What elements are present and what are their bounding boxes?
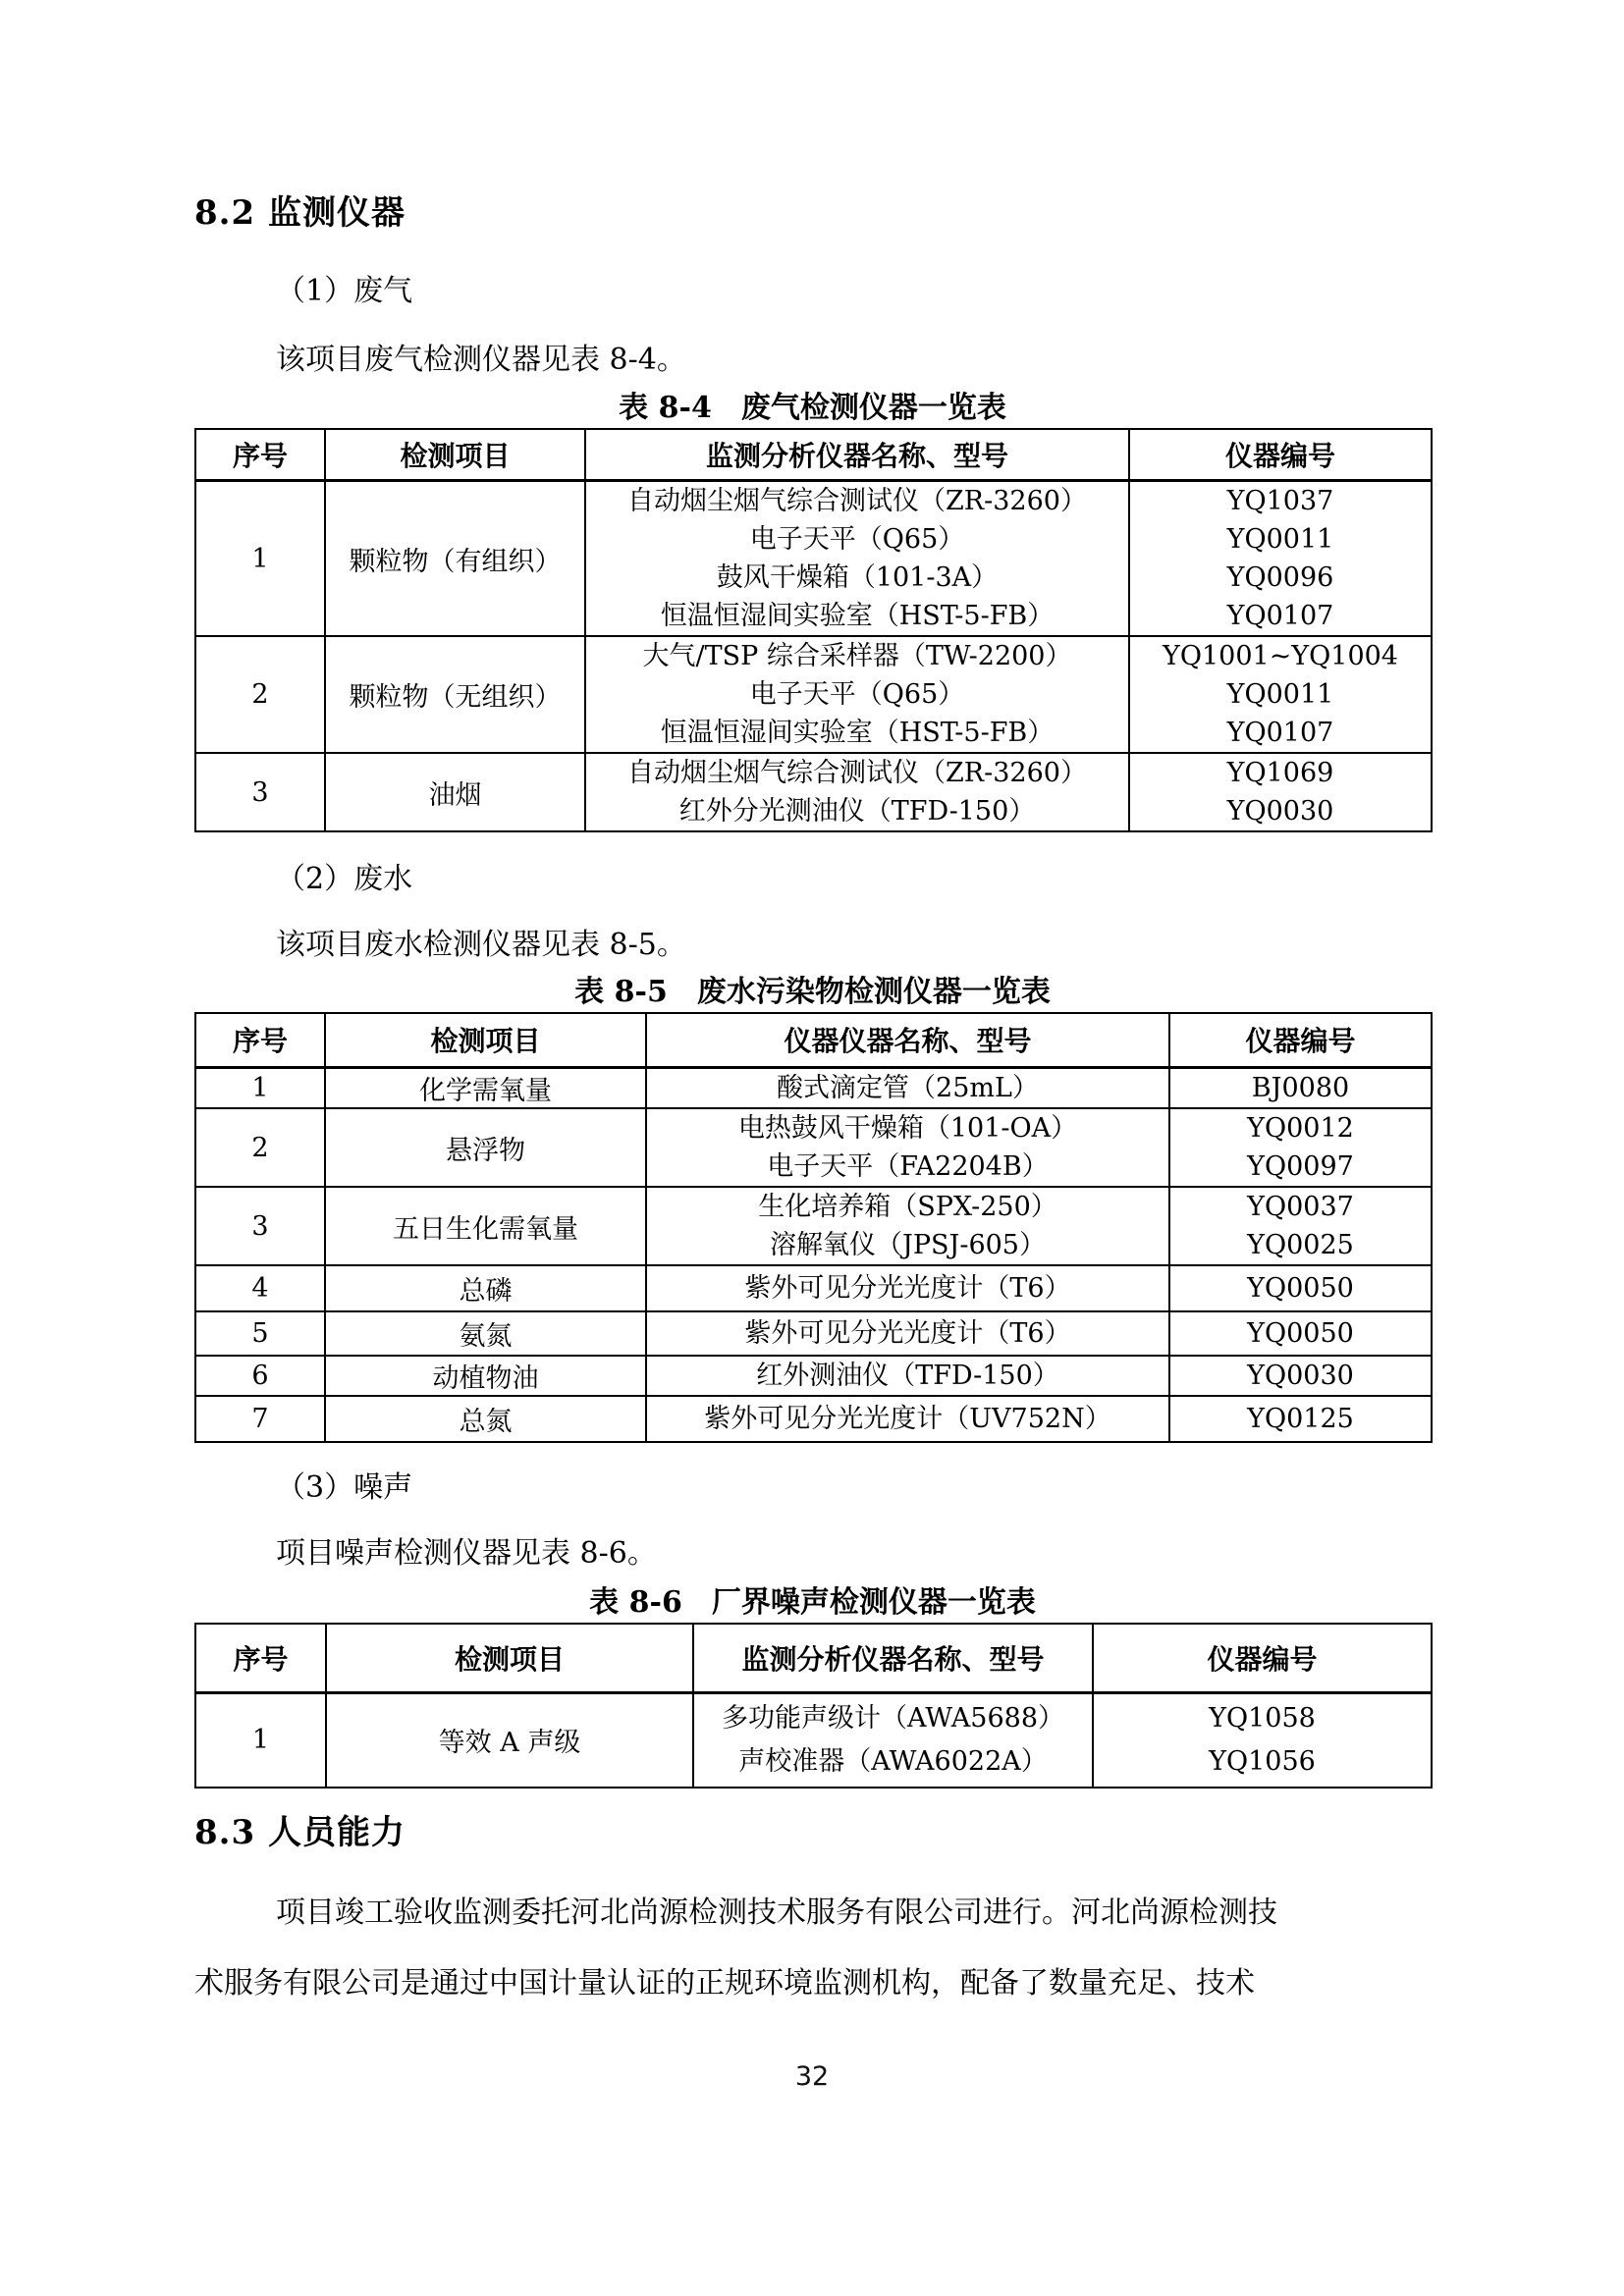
cell-seq: 1 (195, 1067, 325, 1108)
cell-instruments (646, 1396, 1169, 1442)
instrument-line: 自动烟尘烟气综合测试仪（ZR-3260） (627, 486, 1087, 516)
instrument-line: 酸式滴定管（25mL） (777, 1072, 1039, 1103)
code-line: YQ0097 (1247, 1151, 1354, 1182)
instrument-line: 恒温恒湿间实验室（HST-5-FB） (660, 601, 1055, 631)
code-line: YQ0107 (1226, 601, 1334, 631)
code-line: YQ1056 (1209, 1745, 1316, 1777)
column-header-item: 检测项目 (325, 1013, 646, 1067)
table-row (195, 1265, 1432, 1311)
cell-item: 总磷 (325, 1265, 646, 1311)
cell-codes (1169, 1265, 1432, 1311)
instrument-line: 电子天平（FA2204B） (767, 1151, 1049, 1182)
cell-codes (1169, 1108, 1432, 1187)
table-row (195, 1187, 1432, 1265)
instrument-line: 紫外可见分光光度计（T6） (744, 1318, 1071, 1349)
cell-seq: 2 (195, 636, 325, 753)
section-8-2-heading: 8.2 监测仪器 (194, 193, 406, 233)
cell-codes (1169, 1067, 1432, 1108)
cell-codes (1169, 1311, 1432, 1356)
table-8-4 (194, 428, 1433, 833)
cell-item: 颗粒物（有组织） (325, 481, 585, 637)
column-header-code: 仪器编号 (1093, 1624, 1432, 1692)
cell-item: 颗粒物（无组织） (325, 636, 585, 753)
cell-instruments (693, 1692, 1093, 1788)
instrument-line: 多功能声级计（AWA5688） (721, 1702, 1065, 1734)
cell-codes (1093, 1692, 1432, 1788)
instrument-line: 溶解氧仪（JPSJ-605） (770, 1230, 1046, 1260)
instrument-line: 红外测油仪（TFD-150） (756, 1361, 1059, 1391)
instrument-line: 鼓风干燥箱（101-3A） (716, 562, 999, 593)
code-line: YQ0012 (1247, 1113, 1354, 1144)
table-8-4-header-row (195, 429, 1432, 481)
cell-codes (1129, 753, 1432, 831)
table-row (195, 636, 1432, 753)
cell-seq: 1 (195, 481, 325, 637)
cell-instruments (646, 1356, 1169, 1396)
column-header-seq: 序号 (195, 1624, 326, 1692)
code-line: YQ0107 (1226, 718, 1334, 748)
table-row (195, 1356, 1432, 1396)
table-row (195, 1396, 1432, 1442)
instrument-line: 电子天平（Q65） (749, 524, 965, 555)
code-line: YQ0030 (1226, 796, 1334, 827)
table-8-6 (194, 1623, 1433, 1789)
column-header-seq: 序号 (195, 429, 325, 481)
column-header-item: 检测项目 (325, 429, 585, 481)
instrument-line: 恒温恒湿间实验室（HST-5-FB） (660, 718, 1055, 748)
column-header-code: 仪器编号 (1129, 429, 1432, 481)
instrument-line: 紫外可见分光光度计（UV752N） (704, 1404, 1111, 1434)
code-line: YQ0011 (1226, 524, 1334, 555)
code-line: YQ1037 (1226, 486, 1334, 516)
cell-seq: 3 (195, 753, 325, 831)
code-line: YQ0011 (1226, 679, 1334, 710)
column-header-item: 检测项目 (326, 1624, 693, 1692)
column-header-seq: 序号 (195, 1013, 325, 1067)
code-line: YQ1058 (1209, 1702, 1316, 1734)
code-line: YQ0050 (1247, 1273, 1354, 1304)
instrument-line: 大气/TSP 综合采样器（TW-2200） (642, 641, 1072, 671)
code-line: YQ0050 (1247, 1318, 1354, 1349)
cell-seq: 5 (195, 1311, 325, 1356)
cell-seq: 6 (195, 1356, 325, 1396)
cell-seq: 2 (195, 1108, 325, 1187)
cell-item: 悬浮物 (325, 1108, 646, 1187)
paragraph-line: 术服务有限公司是通过中国计量认证的正规环境监测机构，配备了数量充足、技术 (194, 1965, 1255, 2001)
noise-intro-text: 项目噪声检测仪器见表 8-6。 (276, 1535, 657, 1571)
cell-item: 化学需氧量 (325, 1067, 646, 1108)
table-row (195, 753, 1432, 831)
column-header-instrument: 监测分析仪器名称、型号 (693, 1624, 1093, 1692)
column-header-instrument: 监测分析仪器名称、型号 (585, 429, 1129, 481)
subsection-gas-label: （1）废气 (276, 273, 413, 308)
cell-instruments (646, 1067, 1169, 1108)
section-8-3-paragraph (194, 1878, 1431, 2019)
cell-item: 五日生化需氧量 (325, 1187, 646, 1265)
cell-item: 动植物油 (325, 1356, 646, 1396)
column-header-instrument: 仪器仪器名称、型号 (646, 1013, 1169, 1067)
table-row (195, 1311, 1432, 1356)
instrument-line: 电子天平（Q65） (749, 679, 965, 710)
cell-seq: 1 (195, 1692, 326, 1788)
instrument-line: 红外分光测油仪（TFD-150） (678, 796, 1036, 827)
instrument-line: 声校准器（AWA6022A） (738, 1745, 1048, 1777)
table-row (195, 1108, 1432, 1187)
table-row (195, 1067, 1432, 1108)
code-line: YQ0125 (1247, 1404, 1354, 1434)
table-8-5-header-row (195, 1013, 1432, 1067)
cell-instruments (646, 1265, 1169, 1311)
column-header-code: 仪器编号 (1169, 1013, 1432, 1067)
code-line: BJ0080 (1251, 1072, 1350, 1103)
cell-instruments (585, 481, 1129, 637)
water-intro-text: 该项目废水检测仪器见表 8-5。 (276, 927, 686, 962)
cell-instruments (646, 1187, 1169, 1265)
cell-seq: 7 (195, 1396, 325, 1442)
code-line: YQ0030 (1247, 1361, 1354, 1391)
code-line: YQ1001~YQ1004 (1163, 641, 1398, 671)
subsection-water-label: （2）废水 (276, 862, 413, 896)
paragraph-line: 项目竣工验收监测委托河北尚源检测技术服务有限公司进行。河北尚源检测技 (276, 1895, 1277, 1930)
cell-instruments (585, 636, 1129, 753)
code-line: YQ0096 (1226, 562, 1334, 593)
cell-seq: 3 (195, 1187, 325, 1265)
gas-intro-text: 该项目废气检测仪器见表 8-4。 (276, 343, 686, 377)
table-row (195, 1692, 1432, 1788)
table-8-6-header-row (195, 1624, 1432, 1692)
cell-codes (1129, 636, 1432, 753)
instrument-line: 自动烟尘烟气综合测试仪（ZR-3260） (627, 758, 1087, 788)
section-8-3-heading: 8.3 人员能力 (194, 1813, 406, 1852)
table-8-4-caption: 表 8-4 废气检测仪器一览表 (619, 390, 1006, 425)
table-8-6-caption: 表 8-6 厂界噪声检测仪器一览表 (589, 1585, 1036, 1620)
cell-codes (1169, 1396, 1432, 1442)
code-line: YQ1069 (1226, 758, 1334, 788)
cell-instruments (646, 1108, 1169, 1187)
subsection-noise-label: （3）噪声 (276, 1470, 413, 1505)
cell-codes (1169, 1356, 1432, 1396)
cell-codes (1169, 1187, 1432, 1265)
table-row (195, 481, 1432, 637)
table-8-5-caption: 表 8-5 废水污染物检测仪器一览表 (574, 975, 1051, 1009)
code-line: YQ0037 (1247, 1192, 1354, 1222)
page-number: 32 (794, 2061, 830, 2092)
cell-codes (1129, 481, 1432, 637)
instrument-line: 紫外可见分光光度计（T6） (744, 1273, 1071, 1304)
code-line: YQ0025 (1247, 1230, 1354, 1260)
instrument-line: 生化培养箱（SPX-250） (758, 1192, 1057, 1222)
table-8-5 (194, 1012, 1433, 1443)
cell-instruments (646, 1311, 1169, 1356)
cell-item: 总氮 (325, 1396, 646, 1442)
instrument-line: 电热鼓风干燥箱（101-OA） (737, 1113, 1078, 1144)
cell-item: 等效 A 声级 (326, 1692, 693, 1788)
cell-seq: 4 (195, 1265, 325, 1311)
cell-item: 油烟 (325, 753, 585, 831)
cell-instruments (585, 753, 1129, 831)
cell-item: 氨氮 (325, 1311, 646, 1356)
